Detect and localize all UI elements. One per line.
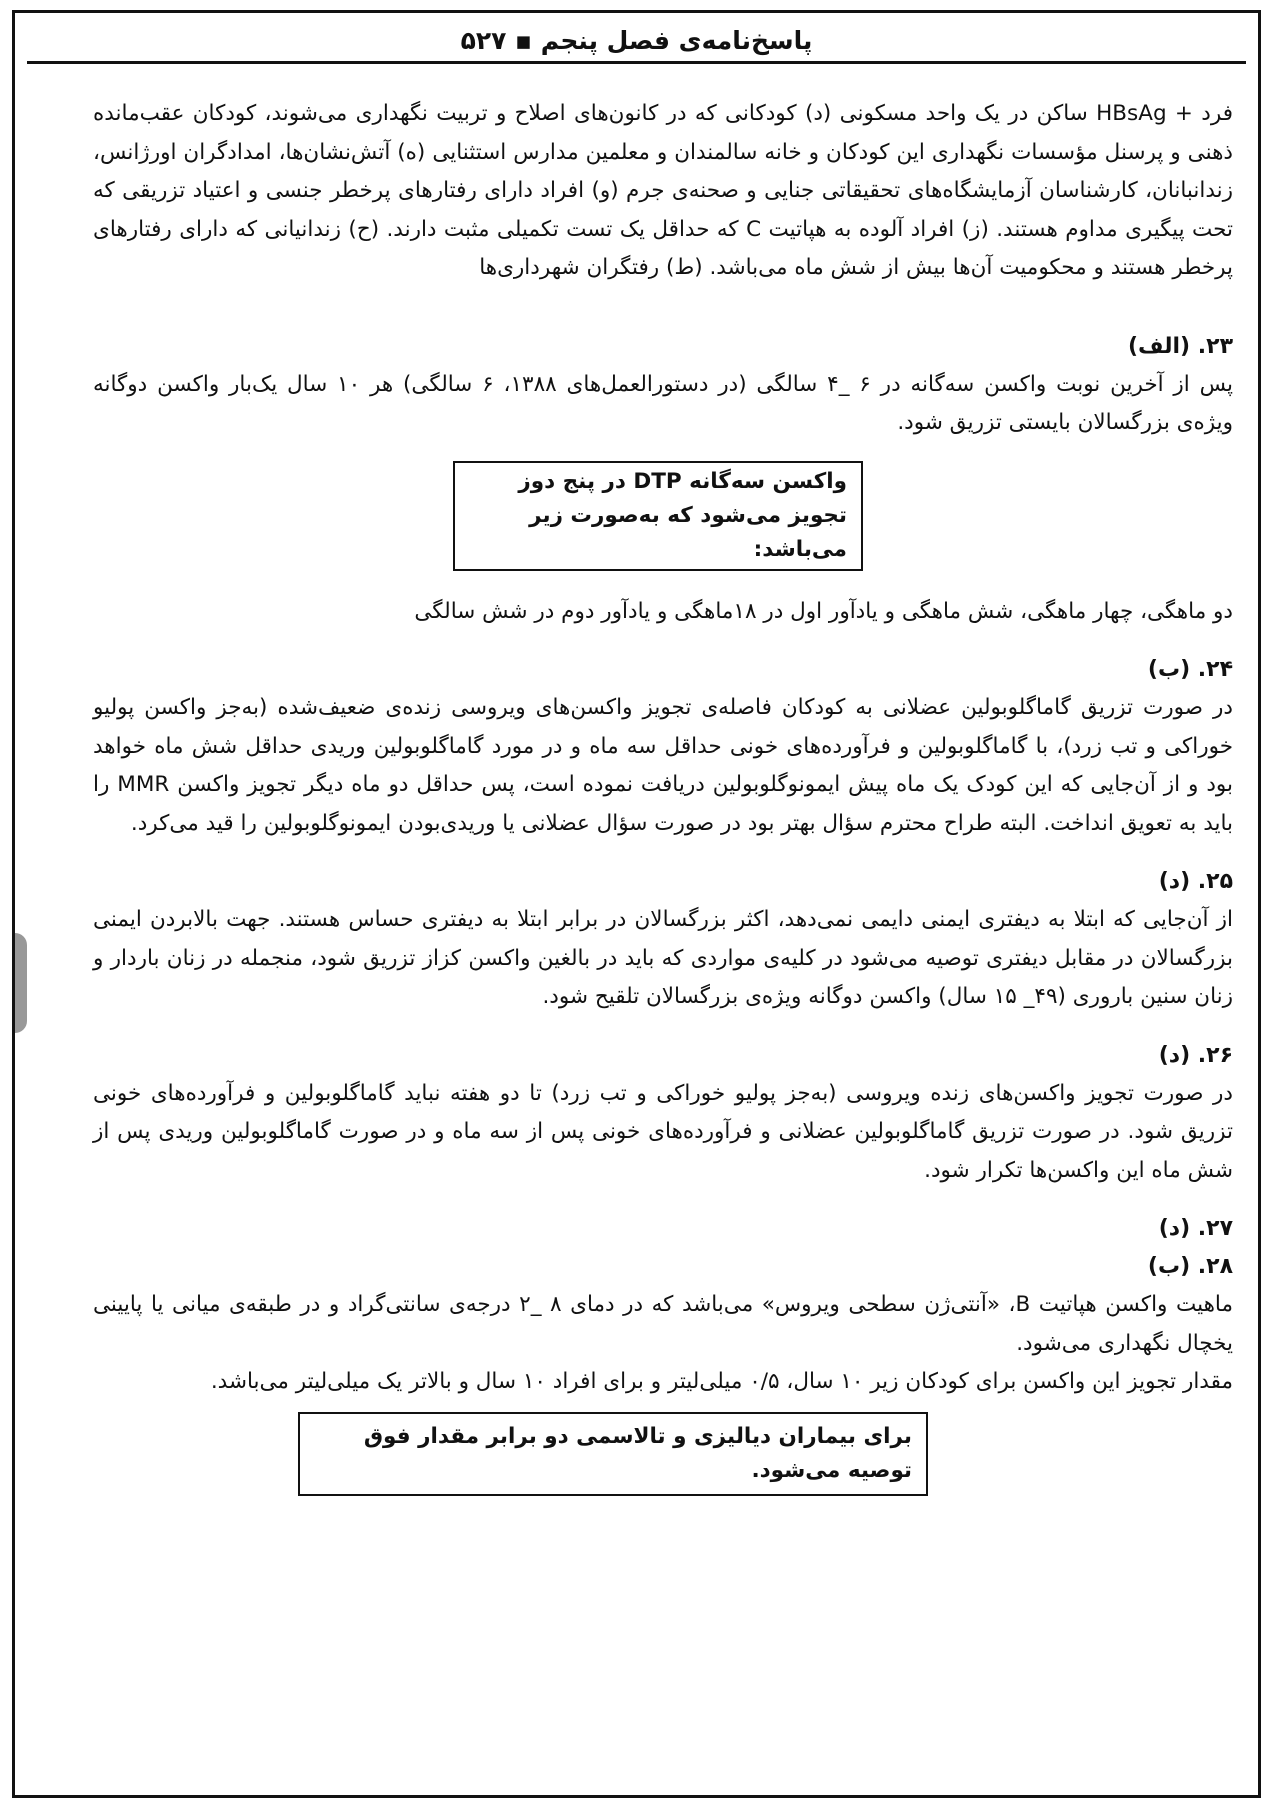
answer-24-number: ۲۴. (ب): [1147, 657, 1233, 682]
answer-24-text: در صورت تزریق گاماگلوبولین عضلانی به کودکان فاصله‌ی تجویز واکسن‌های ویروسی زنده‌ی ضعیف‌شده (به‌جز واکسن پولیو خوراکی و تب زرد)، با گاماگلوبولین و فرآورده‌های خونی حداقل سه ماه و در مورد گاماگلوبولین وریدی حداقل شش ماه خواهد بود و از آن‌جایی که این کودک یک ماه پیش ایمونوگلوبولین دریافت نموده است، پس حداقل دو ماه دیگر تجویز واکسن MMR را باید به تعویق انداخت. البته طراح محترم سؤال بهتر بود در صورت سؤال عضلانی یا وریدی‌بودن ایمونوگلوبولین را قید می‌کرد.: [93, 695, 1233, 836]
answer-23-text: پس از آخرین نوبت واکسن سه‌گانه در ۶ _۴ سالگی (در دستورالعمل‌های ۱۳۸۸، ۶ سالگی) هر ۱۰ سال یک‌بار واکسن دوگانه ویژه‌ی بزرگسالان بایستی تزریق شود.: [93, 371, 1234, 435]
answer-25-text: از آن‌جایی که ابتلا به دیفتری ایمنی دایمی نمی‌دهد، اکثر بزرگسالان در برابر ابتلا به دیفتری حساس هستند. جهت بالابردن ایمنی بزرگسالان در مقابل دیفتری توصیه می‌شود در کلیه‌ی مواردی که باید در بالغین واکسن کزاز تزریق شود، منجمله در زنان باردار و زنان سنین باروری (۴۹_ ۱۵ سال) واکسن دوگانه ویژه‌ی بزرگسالان تلقیح شود.: [93, 907, 1233, 1009]
answer-28-box: برای بیماران دیالیزی و تالاسمی دو برابر مقدار فوق توصیه می‌شود.: [298, 1412, 928, 1496]
answer-23-box: واکسن سه‌گانه DTP در پنج دوز تجویز می‌شود که به‌صورت زیر می‌باشد:: [453, 461, 863, 571]
binding-shadow: [15, 933, 27, 1033]
answer-26-text: در صورت تجویز واکسن‌های زنده ویروسی (به‌جز پولیو خوراکی و تب زرد) تا دو هفته نباید گاماگلوبولین و فرآورده‌های خونی تزریق شود. در صورت تزریق گاماگلوبولین عضلانی و فرآورده‌های خونی پس از سه ماه و در صورت گاماگلوبولین وریدی پس از شش ماه این واکسن‌ها تکرار شود.: [93, 1080, 1233, 1183]
answer-23-schedule: دو ماهگی، چهار ماهگی، شش ماهگی و یادآور اول در ۱۸ماهگی و یادآور دوم در شش سالگی: [414, 598, 1233, 624]
answer-27-number: ۲۷. (د): [1158, 1216, 1233, 1241]
answer-25-number: ۲۵. (د): [1158, 869, 1233, 894]
answer-28-text: ماهیت واکسن هپاتیت B، «آنتی‌ژن سطحی ویروس» می‌باشد که در دمای ۸ _۲ درجه‌ی سانتی‌گراد و در طبقه‌ی میانی یا پایینی یخچال نگهداری می‌شود.: [93, 1292, 1233, 1356]
answer-28-number: ۲۸. (ب): [1147, 1254, 1233, 1279]
answer-28-dose: مقدار تجویز این واکسن برای کودکان زیر ۱۰ سال، ۰/۵ میلی‌لیتر و برای افراد ۱۰ سال و بالاتر یک میلی‌لیتر می‌باشد.: [210, 1369, 1233, 1394]
page-content: [93, 95, 1233, 1496]
answer-23-number: ۲۳. (الف): [1128, 333, 1233, 359]
answer-26-number: ۲۶. (د): [1158, 1042, 1233, 1068]
page-header: پاسخ‌نامه‌ی فصل پنجم ▪ ۵۲۷: [27, 21, 1246, 64]
answer-page: [12, 10, 1261, 1798]
intro-paragraph: فرد + HBsAg ساکن در یک واحد مسکونی (د) کودکانی که در کانون‌های اصلاح و تربیت نگهداری می‌شوند، کودکان عقب‌مانده ذهنی و پرسنل مؤسسات نگهداری این کودکان و خانه سالمندان و معلمین مدارس استثنایی (ه) آتش‌نشان‌ها، امدادگران اورژانس، زندانبانان، کارشناسان آزمایشگاه‌های تحقیقاتی جنایی و صحنه‌ی جرم (و) افراد دارای رفتارهای پرخطر جنسی و اعتیاد تزریقی که تحت پیگیری مداوم هستند. (ز) افراد آلوده به هپاتیت C که حداقل یک تست تکمیلی مثبت دارند. (ح) زندانیانی که دارای رفتارهای پرخطر هستند و محکومیت آن‌ها بیش از شش ماه می‌باشد. (ط) رفتگران شهرداری‌ها: [93, 101, 1233, 280]
